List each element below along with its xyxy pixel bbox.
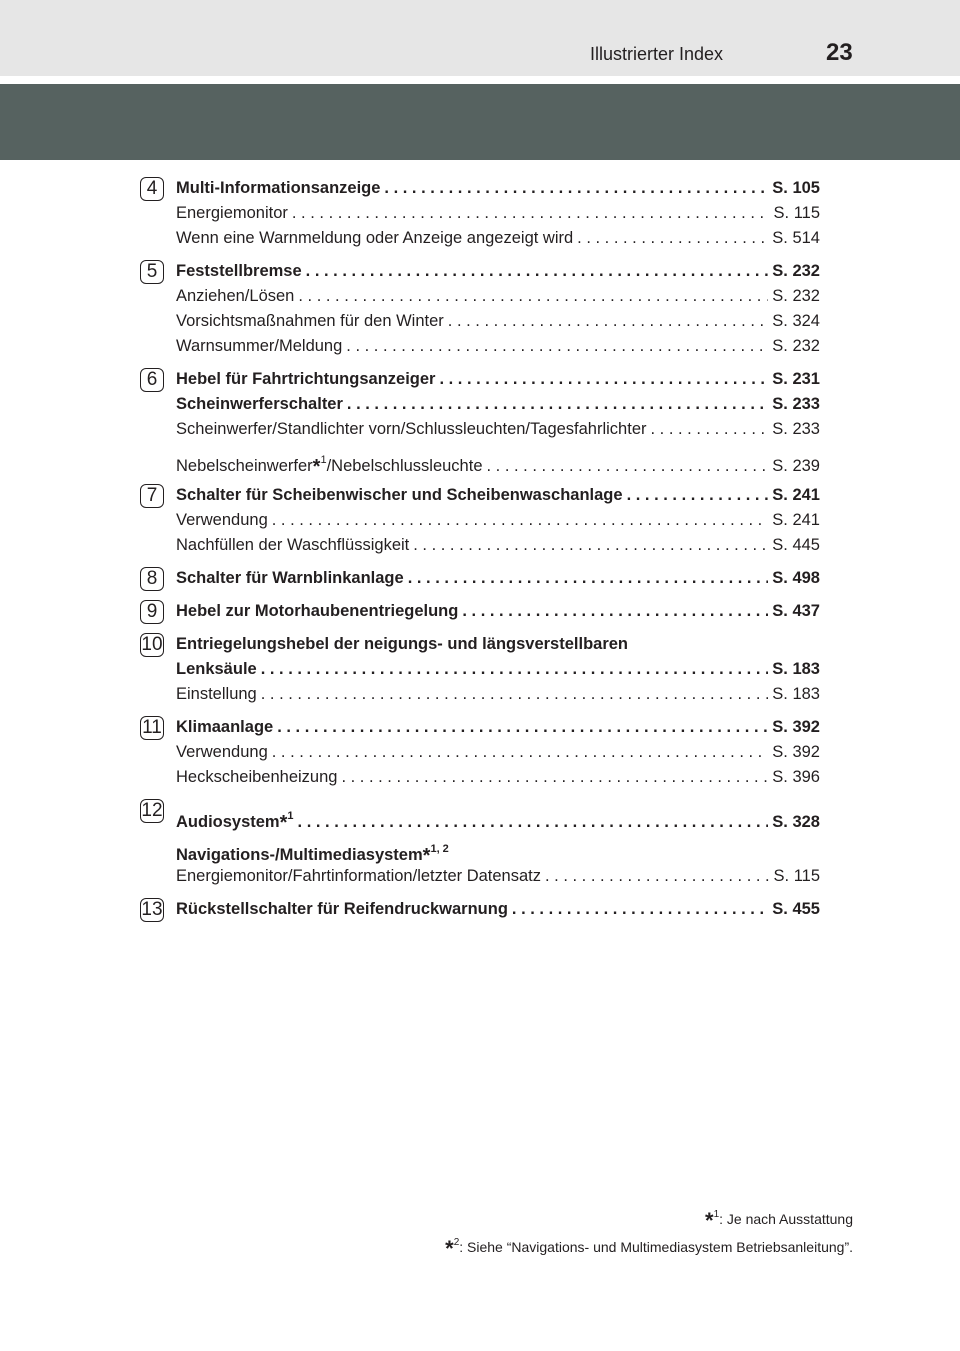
item-number-badge: 11 [140, 716, 164, 740]
dot-leader [413, 533, 768, 558]
index-entry [176, 765, 820, 790]
entry-label: Multi-Informationsanzeige [176, 179, 381, 197]
index-group [140, 566, 820, 591]
dot-leader [512, 897, 768, 922]
page-reference: S. 183 [772, 685, 820, 703]
entry-label: Scheinwerferschalter [176, 395, 343, 413]
page-reference: S. 437 [772, 602, 820, 620]
dot-leader [277, 715, 768, 740]
index-entry [176, 309, 820, 334]
entry-label: Heckscheibenheizung [176, 768, 338, 786]
item-number-badge: 8 [140, 567, 164, 591]
entry-label: Feststellbremse [176, 262, 302, 280]
index-entry [176, 259, 820, 284]
entry-label: Scheinwerfer/Standlichter vorn/Schlussleuchten/Tagesfahrlichter [176, 420, 647, 438]
index-entry [176, 566, 820, 591]
dot-leader [545, 864, 770, 889]
entry-label: Verwendung [176, 511, 268, 529]
dot-leader [261, 657, 769, 682]
entry-label: Hebel für Fahrtrichtungsanzeiger [176, 370, 436, 388]
page-reference: S. 241 [772, 486, 820, 504]
index-entry [176, 798, 820, 834]
index-entry [176, 334, 820, 359]
dot-leader [347, 392, 768, 417]
section-title: Illustrierter Index [590, 44, 724, 64]
entry-label: Navigations-/Multimediasystem*$^{1, 2}$ [176, 843, 449, 867]
index-entry [176, 226, 820, 251]
footnote-ref: 1 [320, 454, 327, 466]
page-header [0, 0, 960, 76]
entry-label: Rückstellschalter für Reifendruckwarnung [176, 900, 508, 918]
index-group [140, 798, 820, 889]
dot-leader [272, 740, 769, 765]
dot-leader [298, 284, 768, 309]
page-reference: S. 115 [773, 867, 820, 885]
dot-leader [627, 483, 769, 508]
entry-label: Entriegelungshebel der neigungs- und längsverstellbaren [176, 635, 629, 653]
page-reference: S. 392 [772, 743, 820, 761]
index-entries [140, 176, 820, 930]
footnote-ref: 1, 2 [430, 843, 449, 855]
footnote-ref: 1 [287, 810, 294, 822]
dot-leader [408, 566, 769, 591]
index-entry [176, 392, 820, 417]
index-entry [176, 657, 820, 682]
entry-label: Schalter für Scheibenwischer und Scheibenwaschanlage [176, 486, 623, 504]
index-group [140, 715, 820, 790]
item-number-badge: 7 [140, 484, 164, 508]
entry-label: Audiosystem*$^1$ [176, 810, 294, 834]
index-entry [176, 533, 820, 558]
entry-label: Verwendung [176, 743, 268, 761]
item-number-badge: 6 [140, 368, 164, 392]
entry-label: Lenksäule [176, 660, 257, 678]
dot-leader [306, 259, 769, 284]
page-reference: S. 233 [772, 395, 820, 413]
dot-leader [577, 226, 768, 251]
index-entry [176, 740, 820, 765]
page-reference: S. 445 [772, 536, 820, 554]
page-reference: S. 105 [772, 179, 820, 197]
footnote-star: * [445, 1236, 454, 1261]
page-reference: S. 239 [772, 457, 820, 475]
page-reference: S. 232 [772, 287, 820, 305]
item-number-badge: 10 [141, 634, 163, 655]
entry-label: Einstellung [176, 685, 257, 703]
index-entry [176, 417, 820, 442]
item-number-badge: 9 [140, 600, 164, 624]
page-reference: S. 396 [772, 768, 820, 786]
entry-label: Energiemonitor/Fahrtinformation/letzter Datensatz [176, 867, 541, 885]
entry-label: Klimaanlage [176, 718, 274, 736]
page-reference: S. 231 [772, 370, 820, 388]
page-reference: S. 498 [772, 569, 820, 587]
dot-leader [346, 334, 768, 359]
index-entry [176, 508, 820, 533]
index-entry [176, 483, 820, 508]
page-reference: S. 232 [772, 262, 820, 280]
item-number-badge: 5 [140, 260, 164, 284]
page-reference: S. 392 [772, 718, 820, 736]
item-number-badge: 13 [141, 899, 163, 920]
index-entry [176, 442, 820, 478]
dot-leader [448, 309, 769, 334]
entry-label: Energiemonitor [176, 204, 288, 222]
item-number-badge: 12 [141, 800, 163, 821]
footnote-number: 1 [713, 1209, 720, 1220]
header-band [0, 84, 960, 160]
page-reference: S. 232 [772, 337, 820, 355]
dot-leader [341, 765, 768, 790]
footnotes [445, 1204, 853, 1260]
footnote-text: : Siehe “Navigations- und Multimediasystem Betriebsanleitung”. [459, 1239, 853, 1255]
dot-leader [487, 448, 769, 484]
entry-label: Nachfüllen der Waschflüssigkeit [176, 536, 410, 554]
footnote-text: : Je nach Ausstattung [719, 1211, 853, 1227]
index-entry [176, 897, 820, 922]
dot-leader [439, 367, 768, 392]
entry-label: Vorsichtsmaßnahmen für den Winter [176, 312, 444, 330]
footnote-star: * [422, 845, 431, 867]
index-entry [176, 201, 820, 226]
index-entry [176, 284, 820, 309]
entry-label: Wenn eine Warnmeldung oder Anzeige angezeigt wird [176, 229, 574, 247]
item-number-badge: 4 [140, 177, 164, 201]
page-reference: S. 514 [772, 229, 820, 247]
index-entry [176, 632, 820, 657]
index-group [140, 259, 820, 359]
dot-leader [261, 682, 769, 707]
page-reference: S. 233 [772, 420, 820, 438]
index-group [140, 483, 820, 558]
index-entry [176, 715, 820, 740]
page-reference: S. 328 [772, 813, 820, 831]
footnote-star: * [279, 812, 288, 834]
index-entry [176, 599, 820, 624]
index-group [140, 897, 820, 922]
footnote-number: 2 [453, 1237, 460, 1248]
page-reference: S. 324 [772, 312, 820, 330]
entry-label: Schalter für Warnblinkanlage [176, 569, 404, 587]
page-number: 23 [826, 39, 853, 66]
dot-leader [651, 417, 769, 442]
dot-leader [272, 508, 769, 533]
index-group [140, 367, 820, 478]
footnote [445, 1232, 853, 1260]
page-reference: S. 455 [772, 900, 820, 918]
index-entry [176, 176, 820, 201]
index-group [140, 599, 820, 624]
footnote [445, 1204, 853, 1232]
dot-leader [292, 201, 770, 226]
footnote-star: * [312, 456, 321, 478]
index-entry [176, 682, 820, 707]
page-reference: S. 183 [772, 660, 820, 678]
dot-leader [462, 599, 768, 624]
entry-label: Hebel zur Motorhaubenentriegelung [176, 602, 459, 620]
index-group [140, 632, 820, 707]
entry-label: Anziehen/Lösen [176, 287, 295, 305]
dot-leader [384, 176, 768, 201]
index-group [140, 176, 820, 251]
index-entry [176, 367, 820, 392]
footnote-star: * [705, 1208, 714, 1233]
entry-label: Nebelscheinwerfer*$^1$/Nebelschlussleuchte [176, 454, 483, 478]
entry-label: Warnsummer/Meldung [176, 337, 343, 355]
page-reference: S. 241 [772, 511, 820, 529]
page-reference: S. 115 [773, 204, 820, 222]
index-entry [176, 864, 820, 889]
